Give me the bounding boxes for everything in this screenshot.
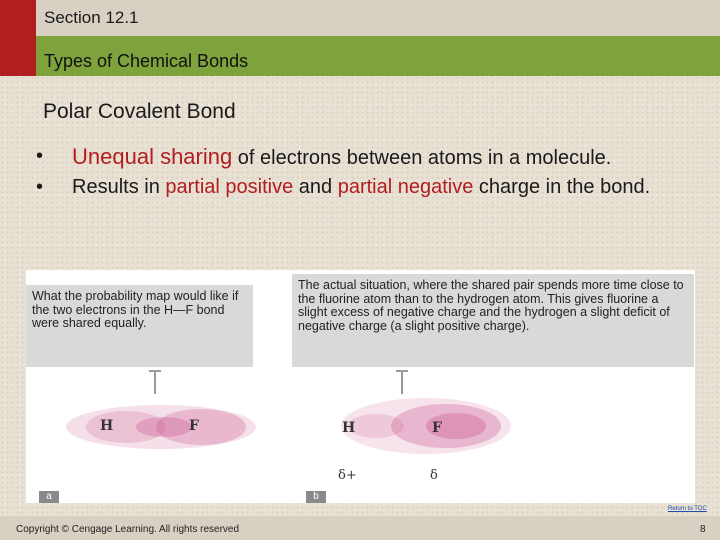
bullet-plain-text: of electrons between atoms in a molecule. xyxy=(232,147,612,169)
atom-h-label-a: H xyxy=(100,418,114,434)
panel-a-pointer-base xyxy=(149,370,161,372)
bullet-text xyxy=(72,142,611,173)
panel-a-caption: What the probability map would like if the two electrons in the H—F bond were shared equally. xyxy=(26,285,253,367)
panel-b-tag: b xyxy=(306,491,326,503)
page-number: 8 xyxy=(700,524,706,535)
bullet-marker: • xyxy=(36,145,44,167)
bullet-emphasis: partial positive xyxy=(165,176,294,198)
bullet-plain-text: Results in xyxy=(72,176,166,198)
bullet-emphasis: partial negative xyxy=(337,176,474,198)
bullet-emphasis: Unequal sharing xyxy=(72,144,233,169)
slide-title: Polar Covalent Bond xyxy=(43,100,236,123)
bullet-marker: • xyxy=(36,176,44,198)
topic-label: Types of Chemical Bonds xyxy=(44,51,249,71)
electron-cloud-a xyxy=(61,395,261,460)
partial-positive-label: δ+ xyxy=(338,468,357,483)
bullet-plain-text: and xyxy=(293,176,338,198)
header-red-accent xyxy=(0,0,36,76)
panel-a-tag: a xyxy=(39,491,59,503)
atom-f-label-b: F xyxy=(432,420,442,436)
bullet-item xyxy=(32,142,692,173)
bullet-plain-text: charge in the bond. xyxy=(473,176,651,198)
panel-b-pointer-base xyxy=(396,370,408,372)
panel-b-caption: The actual situation, where the shared pair spends more time close to the fluorine atom than to the hydrogen atom. This gives fluorine a slight excess of negative charge and the hydrogen a slight deficit of negative charge (a slight positive charge). xyxy=(292,274,694,367)
bullet-item xyxy=(32,173,692,202)
bullet-text xyxy=(72,173,650,202)
panel-a-pointer xyxy=(154,370,156,394)
partial-negative-label: δ xyxy=(430,468,438,483)
return-to-toc-link[interactable]: Return to TOC xyxy=(668,506,707,512)
copyright-text: Copyright © Cengage Learning. All rights reserved xyxy=(16,524,240,535)
atom-f-label-a: F xyxy=(189,418,199,434)
bullet-list xyxy=(32,142,692,202)
hf-electron-density-figure xyxy=(26,270,695,503)
atom-h-label-b: H xyxy=(342,420,356,436)
header-top-band xyxy=(36,0,720,36)
section-label: Section 12.1 xyxy=(44,8,139,27)
